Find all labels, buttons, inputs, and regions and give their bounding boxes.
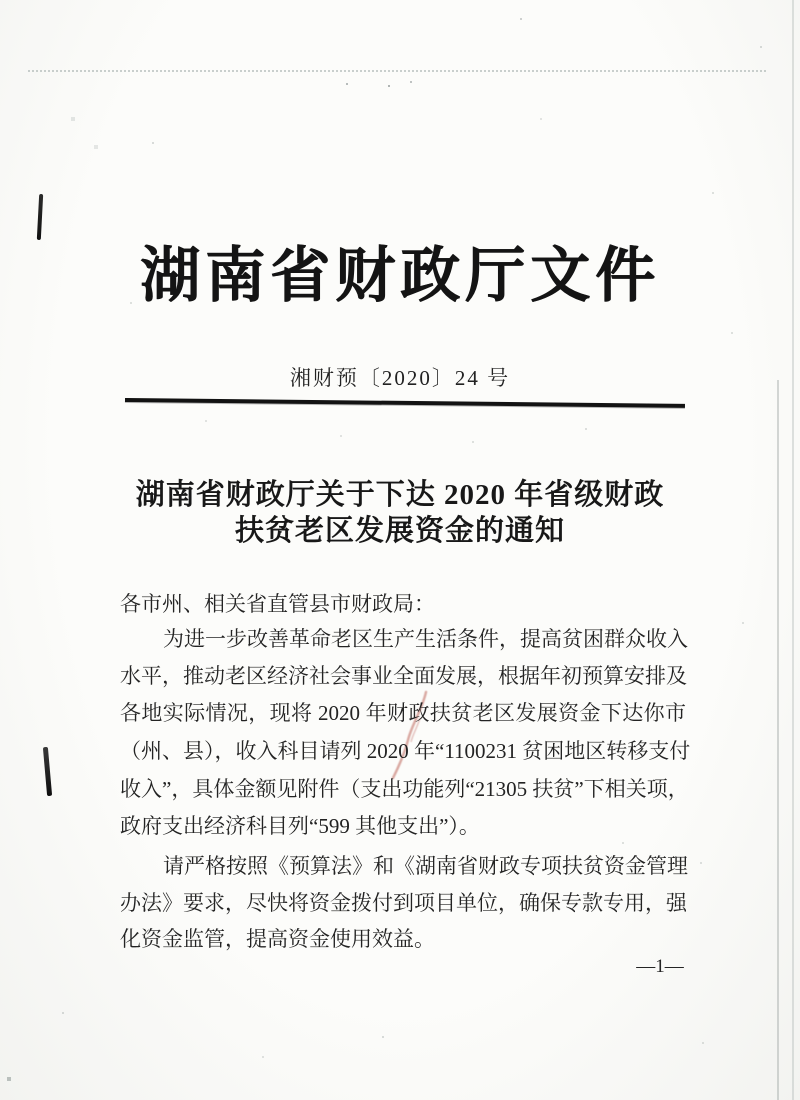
body-text-line: 请严格按照《预算法》和《湖南省财政专项扶贫资金管理 — [163, 854, 688, 878]
letterhead-org-title: 湖南省财政厅文件 — [140, 243, 660, 309]
subject-title-line2: 扶贫老区发展资金的通知 — [234, 515, 565, 547]
body-text-line: 化资金监管，提高资金使用效益。 — [120, 927, 435, 951]
binding-mark-bottom — [43, 747, 52, 796]
scan-noise-specks — [0, 0, 2, 2]
body-text-line: 办法》要求，尽快将资金拨付到项目单位，确保专款专用，强 — [120, 891, 687, 915]
body-text-line: 水平，推动老区经济社会事业全面发展，根据年初预算安排及 — [120, 664, 687, 688]
scan-page-edge-line — [792, 0, 794, 1100]
body-text-line: 政府支出经济科目列“599 其他支出”）。 — [120, 814, 480, 838]
body-text-line: 各地实际情况，现将 2020 年财政扶贫老区发展资金下达你市 — [120, 701, 686, 725]
scan-dotted-line-artifact — [28, 70, 766, 72]
salutation-line: 各市州、相关省直管县市财政局： — [120, 592, 435, 616]
body-text-line: 收入”，具体金额见附件（支出功能列“21305 扶贫”下相关项， — [120, 777, 689, 801]
page-number: —1— — [636, 956, 684, 977]
letterhead-divider-rule — [125, 398, 685, 408]
body-text-line: 为进一步改善革命老区生产生活条件，提高贫困群众收入 — [163, 627, 688, 651]
body-text-line: （州、县），收入科目请列 2020 年“1100231 贫困地区转移支付 — [120, 739, 691, 763]
subject-title-line1: 湖南省财政厅关于下达 2020 年省级财政 — [135, 479, 665, 511]
document-reference-number: 湘财预〔2020〕24 号 — [289, 366, 511, 390]
